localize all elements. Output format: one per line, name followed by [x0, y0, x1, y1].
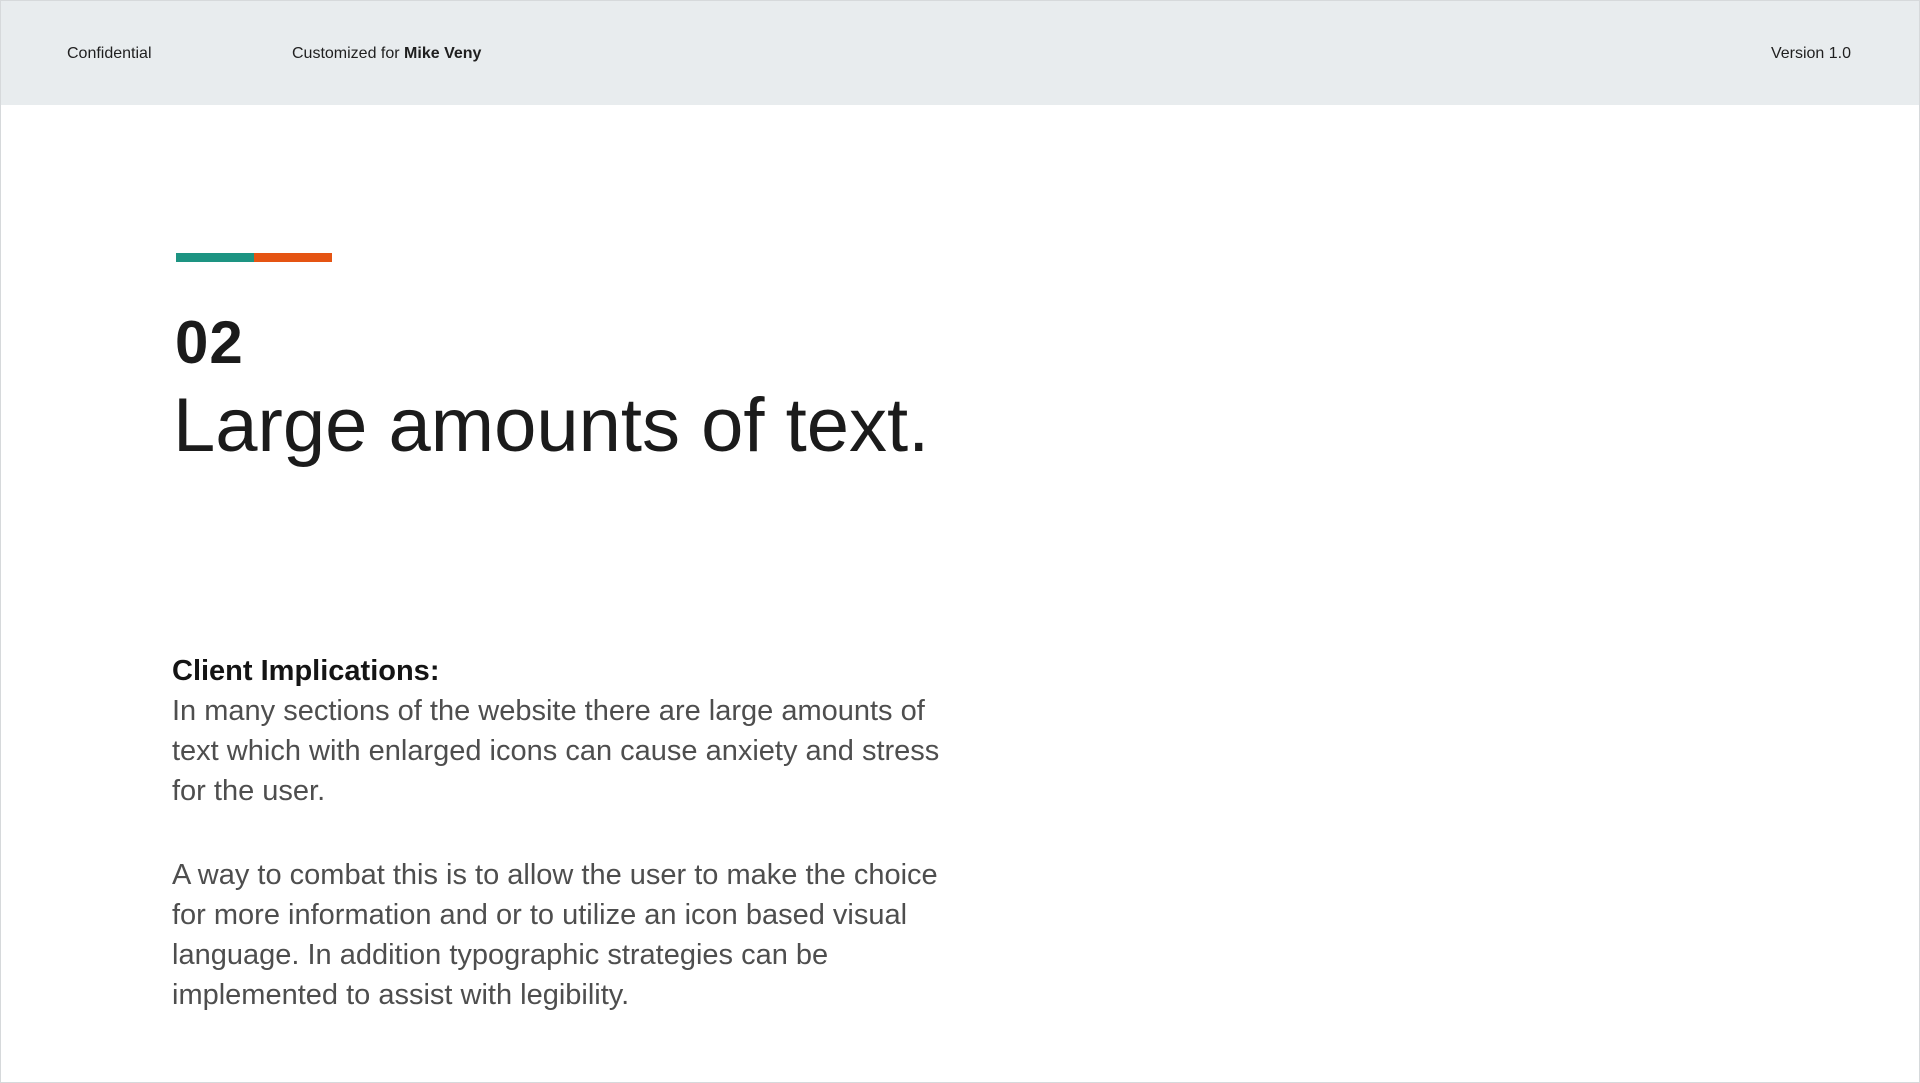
header-bar [1, 1, 1919, 105]
paragraph-spacer [172, 811, 972, 855]
confidential-label: Confidential [67, 45, 152, 62]
customized-prefix: Customized for [292, 45, 405, 62]
customized-for-label [292, 44, 481, 64]
accent-segment-orange [254, 253, 332, 262]
accent-segment-teal [176, 253, 254, 262]
body-content [172, 651, 972, 1015]
accent-bar [176, 253, 332, 262]
body-paragraph-2: A way to combat this is to allow the user to make the choice for more information and or to utilize an icon based visual language. In addition typographic strategies can be implemented to assist with legibility. [172, 859, 938, 1011]
body-heading: Client Implications: [172, 655, 440, 687]
section-number: 02 [175, 309, 244, 376]
version-label: Version 1.0 [1770, 45, 1851, 62]
page-title: Large amounts of text. [173, 383, 930, 468]
client-name: Mike Veny [404, 45, 482, 62]
body-paragraph-1: In many sections of the website there are large amounts of text which with enlarged icons can cause anxiety and stress for the user. [172, 695, 940, 807]
